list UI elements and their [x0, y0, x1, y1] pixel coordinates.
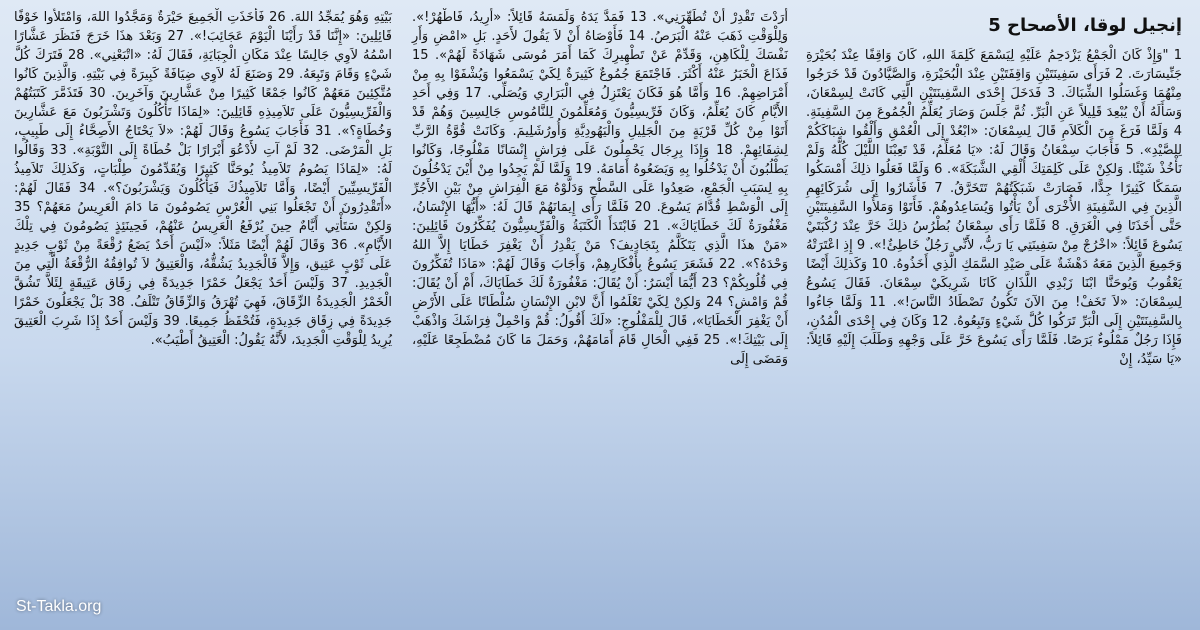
- column-text-right: 1 "وَإِذْ كَانَ الْجَمْعُ يَزْدَحِمُ عَلَيْهِ لِيَسْمَعَ كَلِمَةَ اللهِ، كَانَ وَاقِفًا عِنْدَ بُحَيْرَةِ جَنِّيسَارَتَ. 2 فَرَأَى سَفِينَتَيْنِ وَاقِفَتَيْنِ عِنْدَ الْبُحَيْرَةِ، وَالصَّيَّادُونَ قَدْ خَرَجُوا مِنْهُمَا وَغَسَلُوا الشِّبَاكَ. 3 فَدَخَلَ إِحْدَى السَّفِينَتَيْنِ الَّتِي كَانَتْ لِسِمْعَانَ، وَسَأَلَهُ أَنْ يُبْعِدَ قَلِيلاً عَنِ الْبَرِّ. ثُمَّ جَلَسَ وَصَارَ يُعَلِّمُ الْجُمُوعَ مِنَ السَّفِينَةِ. 4 وَلَمَّا فَرَغَ مِنَ الْكَلاَمِ قَالَ لِسِمْعَانَ: «ابْعُدْ إِلَى الْعُمْقِ وَأَلْقُوا شِبَاكَكُمْ لِلصَّيْدِ». 5 فَأَجَابَ سِمْعَانُ وَقَالَ لَهُ: «يَا مُعَلِّمُ، قَدْ تَعِبْنَا اللَّيْلَ كُلَّهُ وَلَمْ نَأْخُذْ شَيْئًا. وَلكِنْ عَلَى كَلِمَتِكَ أُلْقِي الشَّبَكَةَ». 6 وَلَمَّا فَعَلُوا ذلِكَ أَمْسَكُوا سَمَكًا كَثِيرًا جِدًّا، فَصَارَتْ شَبَكَتُهُمْ تَتَخَرَّقُ. 7 فَأَشَارُوا إِلَى شُرَكَائِهِمِ الَّذِينَ فِي السَّفِينَةِ الأُخْرَى أَنْ يَأْتُوا وَيُسَاعِدُوهُمْ. فَأَتَوْا وَمَلأُوا السَّفِينَتَيْنِ حَتَّى أَخَذَتَا فِي الْغَرَقِ. 8 فَلَمَّا رَأَى سِمْعَانُ بُطْرُسُ ذلِكَ خَرَّ عِنْدَ رُكْبَتَيْ يَسُوعَ قَائِلاً: «اخْرُجْ مِنْ سَفِينَتِي يَا رَبُّ، لأَنِّي رَجُلٌ خَاطِئٌ!». 9 إِذِ اعْتَرَتْهُ وَجَمِيعَ الَّذِينَ مَعَهُ دَهْشَةٌ عَلَى صَيْدِ السَّمَكِ الَّذِي أَخَذُوهُ. 10 وَكَذلِكَ أَيْضًا يَعْقُوبُ وَيُوحَنَّا ابْنَا زَبْدِي اللَّذَانِ كَانَا شَرِيكَيْ سِمْعَانَ. فَقَالَ يَسُوعُ لِسِمْعَانَ: «لاَ تَخَفْ! مِنَ الآنَ تَكُونُ تَصْطَادُ النَّاسَ!». 11 وَلَمَّا جَاءُوا بِالسَّفِينَتَيْنِ إِلَى الْبَرِّ تَرَكُوا كُلَّ شَيْءٍ وَتَبِعُوهُ. 12 وَكَانَ فِي إِحْدَى الْمُدُنِ، فَإِذَا رَجُلٌ مَمْلُوءٌ بَرَصًا. فَلَمَّا رَأَى يَسُوعَ خَرَّ عَلَى وَجْهِهِ وَطَلَبَ إِلَيْهِ قَائِلاً: «يَا سَيِّدُ، إِنْ: [806, 48, 1183, 367]
- chapter-title: إنجيل لوقا، الأصحاح 5: [988, 15, 1182, 36]
- column-text-middle: أَرَدْتَ تَقْدِرْ أَنْ تُطَهِّرَنِي». 13 فَمَدَّ يَدَهُ وَلَمَسَهُ قَائِلاً: «أُرِيدُ، فَاطْهُرْ!». وَلِلْوَقْتِ ذَهَبَ عَنْهُ الْبَرَصُ. 14 فَأَوْصَاهُ أَنْ لاَ يَقُولَ لأَحَدٍ. بَلِ «امْضِ وَأَرِ نَفْسَكَ لِلْكَاهِنِ، وَقَدِّمْ عَنْ تَطْهِيرِكَ كَمَا أَمَرَ مُوسَى شَهَادَةً لَهُمْ». 15 فَذَاعَ الْخَبَرُ عَنْهُ أَكْثَرَ. فَاجْتَمَعَ جُمُوعٌ كَثِيرَةٌ لِكَيْ يَسْمَعُوا وَيُشْفَوْا بِهِ مِنْ أَمْرَاضِهِمْ. 16 وَأَمَّا هُوَ فَكَانَ يَعْتَزِلُ فِي الْبَرَارِي وَيُصَلِّي. 17 وَفِي أَحَدِ الأَيَّامِ كَانَ يُعَلِّمُ، وَكَانَ فَرِّيسِيُّونَ وَمُعَلِّمُونَ لِلنَّامُوسِ جَالِسِينَ وَهُمْ قَدْ أَتَوْا مِنْ كُلِّ قَرْيَةٍ مِنَ الْجَلِيلِ وَالْيَهُودِيَّةِ وَأُورُشَلِيمَ. وَكَانَتْ قُوَّةُ الرَّبِّ لِشِفَائِهِمْ. 18 وَإِذَا بِرِجَال يَحْمِلُونَ عَلَى فِرَاشٍ إِنْسَانًا مَفْلُوجًا، وَكَانُوا يَطْلُبُونَ أَنْ يَدْخُلُوا بِهِ وَيَضَعُوهُ أَمَامَهُ. 19 وَلَمَّا لَمْ يَجِدُوا مِنْ أَيْنَ يَدْخُلُونَ بِهِ لِسَبَبِ الْجَمْعِ، صَعِدُوا عَلَى السَّطْحِ وَدَلَّوْهُ مَعَ الْفِرَاشِ مِنْ بَيْنِ الأَجُرِّ إِلَى الْوَسْطِ قُدَّامَ يَسُوعَ. 20 فَلَمَّا رَأَى إِيمَانَهُمْ قَالَ لَهُ: «أَيُّهَا الإِنْسَانُ، مَغْفُورَةٌ لَكَ خَطَايَاكَ». 21 فَابْتَدَأَ الْكَتَبَةُ وَالْفَرِّيسِيُّونَ يُفَكِّرُونَ قَائِلِينَ: «مَنْ هذَا الَّذِي يَتَكَلَّمُ بِتَجَادِيفَ؟ مَنْ يَقْدِرُ أَنْ يَغْفِرَ خَطَايَا إِلاَّ اللهُ وَحْدَهُ؟». 22 فَشَعَرَ يَسُوعُ بِأَفْكَارِهِمْ، وَأَجَابَ وَقَالَ لَهُمْ: «مَاذَا تُفَكِّرُونَ فِي قُلُوبِكُمْ؟ 23 أَيُّمَا أَيْسَرُ: أَنْ يُقَالَ: مَغْفُورَةٌ لَكَ خَطَايَاكَ، أَمْ أَنْ يُقَالَ: قُمْ وَامْشِ؟ 24 وَلكِنْ لِكَيْ تَعْلَمُوا أَنَّ لابْنِ الإِنْسَانِ سُلْطَانًا عَلَى الأَرْضِ أَنْ يَغْفِرَ الْخَطَايَا»، قَالَ لِلْمَفْلُوجِ: «لَكَ أَقُولُ: قُمْ وَاحْمِلْ فِرَاشَكَ وَاذْهَبْ إِلَى بَيْتِكَ!». 25 فَفِي الْحَالِ قَامَ أَمَامَهُمْ، وَحَمَلَ مَا كَانَ مُضْطَجِعًا عَلَيْهِ، وَمَضَى إِلَى: [412, 10, 789, 367]
- text-column-middle: [406, 8, 794, 622]
- page-frame: [10, 8, 1190, 622]
- text-column-right: [802, 8, 1190, 622]
- column-text-left: بَيْتِهِ وَهُوَ يُمَجِّدُ اللهَ. 26 فَأَخَذَتِ الْجَمِيعَ حَيْرَةٌ وَمَجَّدُوا اللهَ، وَامْتَلأُوا خَوْفًا قَائِلِينَ: «إِنَّنَا قَدْ رَأَيْنَا الْيَوْمَ عَجَائِبَ!». 27 وَبَعْدَ هذَا خَرَجَ فَنَظَرَ عَشَّارًا اسْمُهُ لاَوِي جَالِسًا عِنْدَ مَكَانِ الْجِبَايَةِ، فَقَالَ لَهُ: «اتْبَعْنِي». 28 فَتَرَكَ كُلَّ شَيْءٍ وَقَامَ وَتَبِعَهُ. 29 وَصَنَعَ لَهُ لاَوِي ضِيَافَةً كَبِيرَةً فِي بَيْتِهِ. وَالَّذِينَ كَانُوا مُتَّكِئِينَ مَعَهُمْ كَانُوا جَمْعًا كَثِيرًا مِنْ عَشَّارِينَ وَآخَرِينَ. 30 فَتَذَمَّرَ كَتَبَتُهُمْ وَالْفَرِّيسِيُّونَ عَلَى تَلاَمِيذِهِ قَائِلِينَ: «لِمَاذَا تَأْكُلُونَ وَتَشْرَبُونَ مَعَ عَشَّارِينَ وَخُطَاةٍ؟». 31 فَأَجَابَ يَسُوعُ وَقَالَ لَهُمْ: «لاَ يَحْتَاجُ الأَصِحَّاءُ إِلَى طَبِيبٍ، بَلِ الْمَرْضَى. 32 لَمْ آتِ لأَدْعُوَ أَبْرَارًا بَلْ خُطَاةً إِلَى التَّوْبَةِ». 33 وَقَالُوا لَهُ: «لِمَاذَا يَصُومُ تَلاَمِيذُ يُوحَنَّا كَثِيرًا وَيُقَدِّمُونَ طِلْبَاتٍ، وَكَذلِكَ تَلاَمِيذُ الْفَرِّيسِيِّينَ أَيْضًا، وَأَمَّا تَلاَمِيذُكَ فَيَأْكُلُونَ وَيَشْرَبُونَ؟». 34 فَقَالَ لَهُمْ: «أَتَقْدِرُونَ أَنْ تَجْعَلُوا بَنِي الْعُرْسِ يَصُومُونَ مَا دَامَ الْعَرِيسُ مَعَهُمْ؟ 35 وَلكِنْ سَتَأْتِي أَيَّامٌ حِينَ يُرْفَعُ الْعَرِيسُ عَنْهُمْ، فَحِينَئِذٍ يَصُومُونَ فِي تِلْكَ الأَيَّامِ». 36 وَقَالَ لَهُمْ أَيْضًا مَثَلاً: «لَيْسَ أَحَدٌ يَضَعُ رُقْعَةً مِنْ ثَوْبٍ جَدِيدٍ عَلَى ثَوْبٍ عَتِيق، وَإِلاَّ فَالْجَدِيدُ يَشُقُّهُ، وَالْعَتِيقُ لاَ تُوافِقُهُ الرُّقْعَةُ الَّتِي مِنَ الْجَدِيدِ. 37 وَلَيْسَ أَحَدٌ يَجْعَلُ خَمْرًا جَدِيدَةً فِي زِقَاق عَتِيقَةٍ لِئَلاَّ تَشُقَّ الْخَمْرُ الْجَدِيدَةُ الزِّقَاقَ، فَهِيَ تُهْرَقُ وَالزِّقَاقُ تَتْلَفُ. 38 بَلْ يَجْعَلُونَ خَمْرًا جَدِيدَةً فِي زِقَاق جَدِيدَةٍ، فَتُحْفَظُ جَمِيعًا. 39 وَلَيْسَ أَحَدٌ إِذَا شَرِبَ الْعَتِيقَ يُرِيدُ لِلْوَقْتِ الْجَدِيدَ، لأَنَّهُ يَقُولُ: الْعَتِيقُ أَطْيَبُ».: [14, 10, 393, 348]
- site-watermark: St-Takla.org: [16, 598, 102, 615]
- text-column-left: [10, 8, 398, 622]
